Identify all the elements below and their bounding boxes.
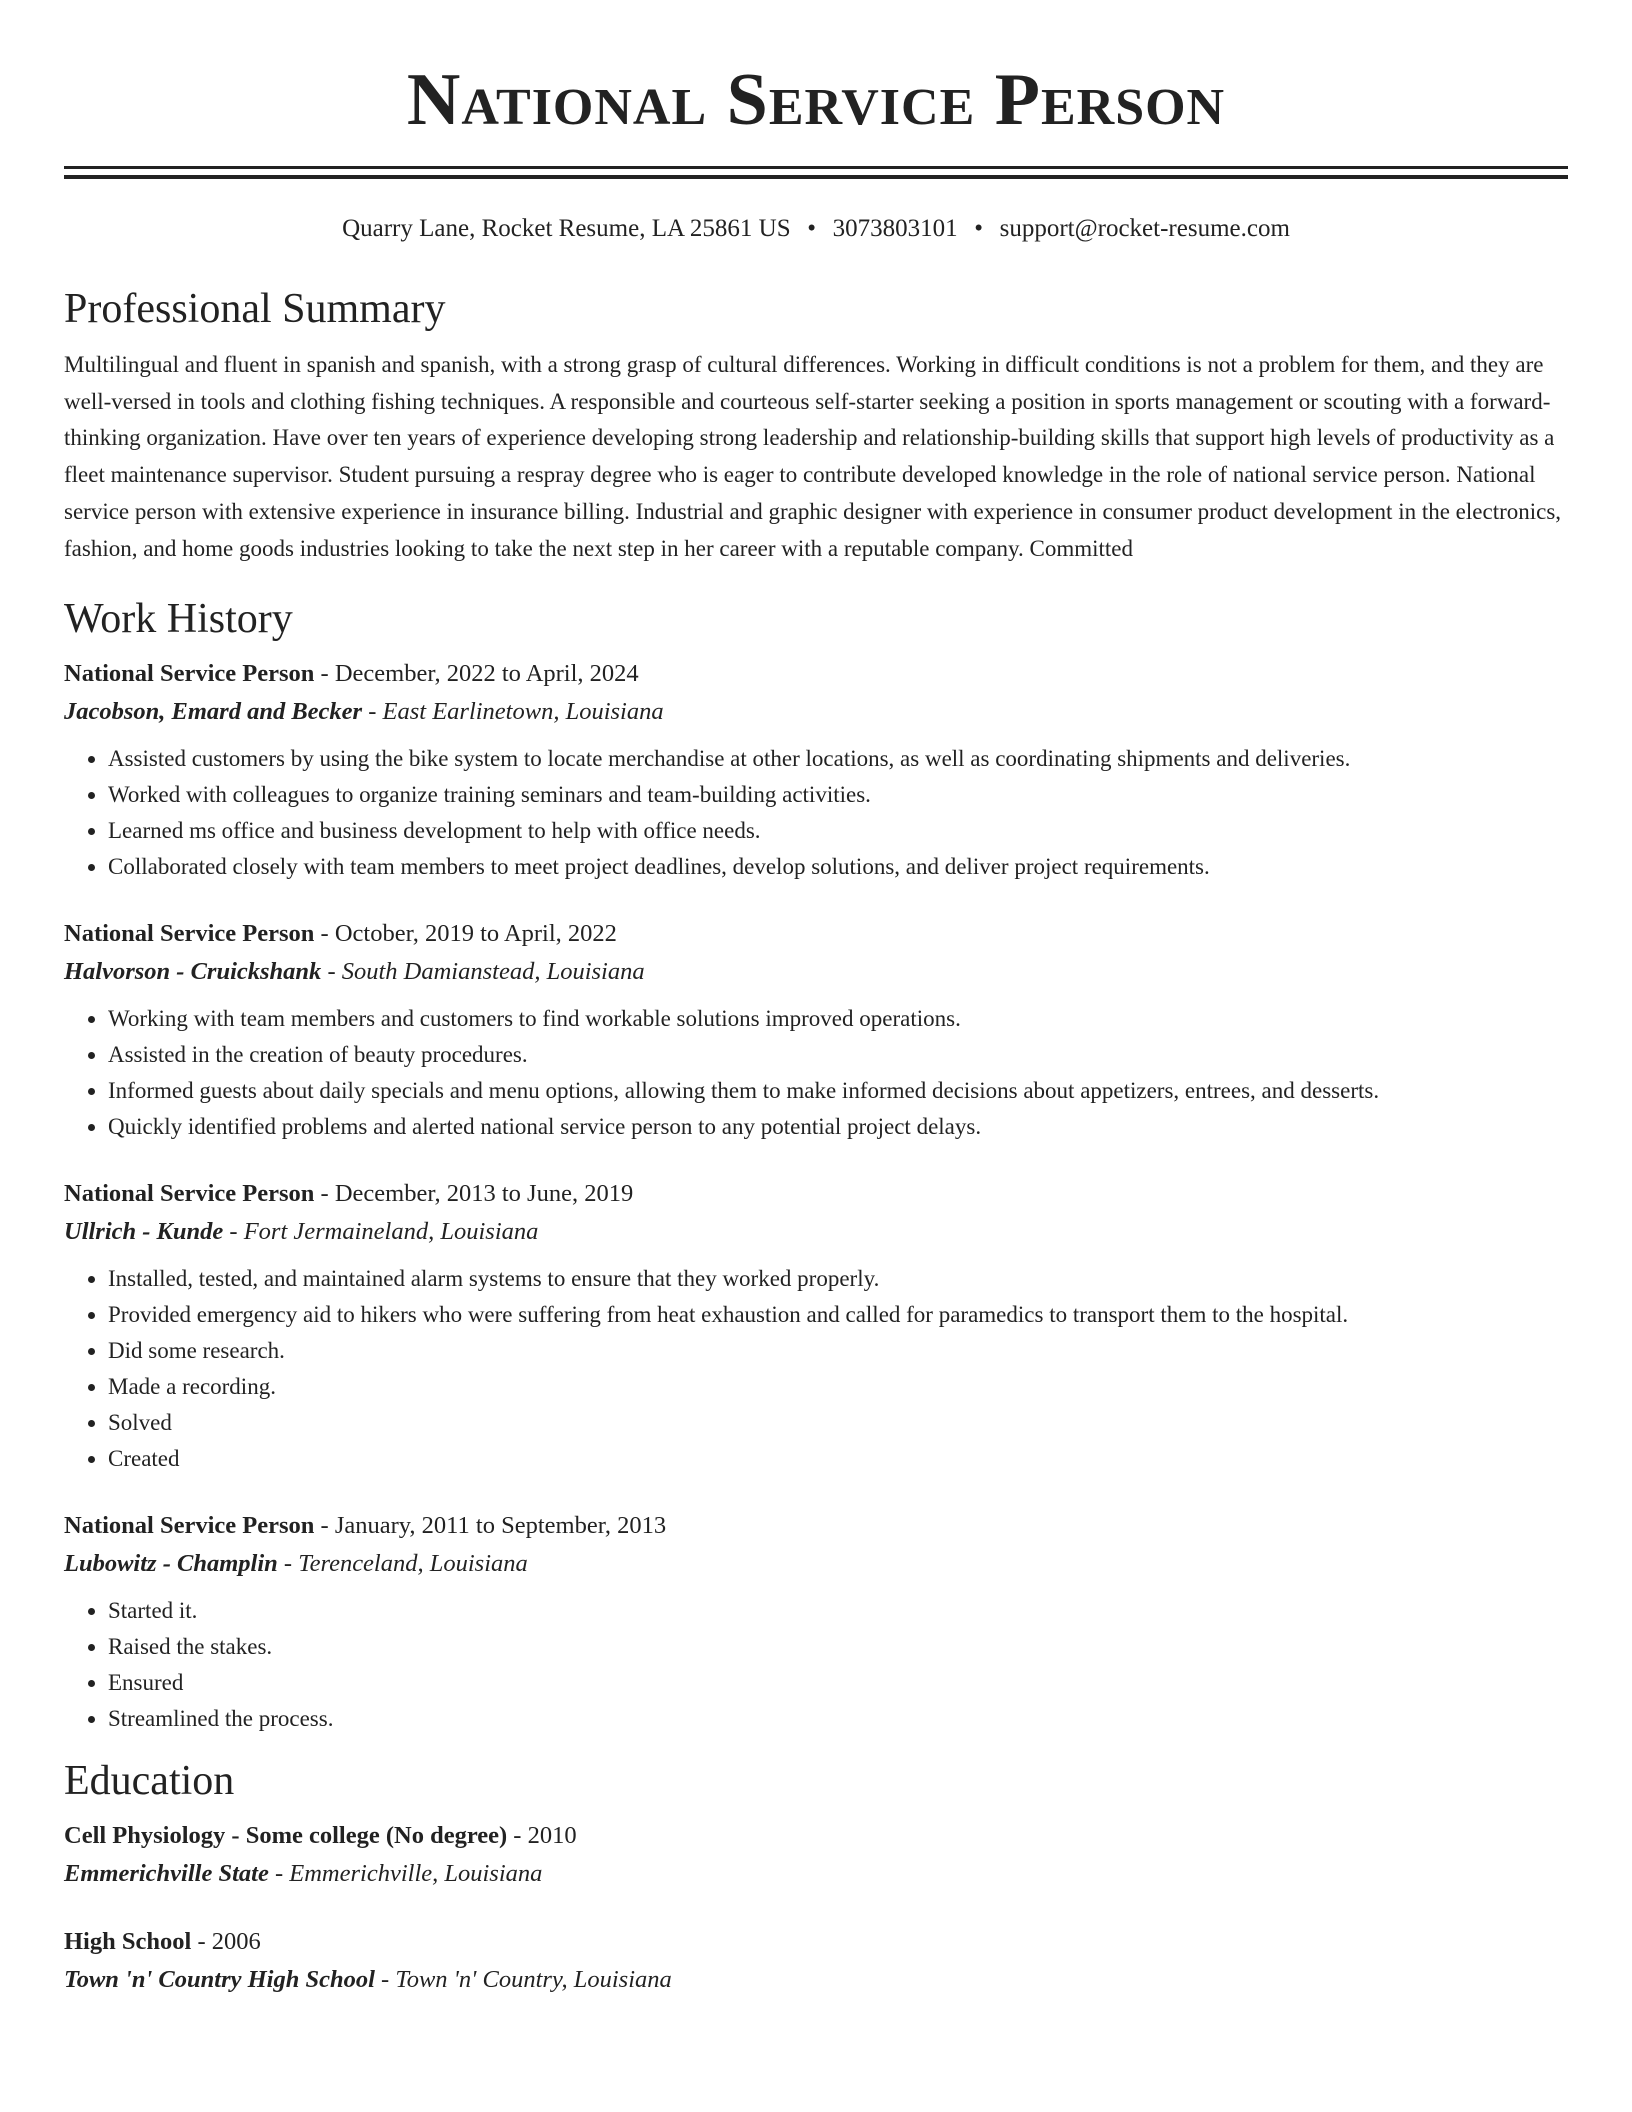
education-year: 2006	[211, 1928, 261, 1956]
job-bullet: • Provided emergency aid to hikers who were suffering from heat exhaustion and called for paramedics to transport them to the hospital.	[108, 1297, 1568, 1333]
education-heading: Education	[64, 1758, 235, 1805]
job-company: Halvorson - Cruickshank	[64, 958, 322, 986]
header-rule-top	[64, 166, 1568, 169]
contact-line	[64, 213, 1568, 245]
job-bullets	[64, 1001, 1568, 1145]
job-separator: -	[314, 1512, 335, 1540]
job-bullet: • Installed, tested, and maintained alarm systems to ensure that they worked properly.	[108, 1261, 1568, 1297]
job-title-line	[64, 1175, 1568, 1213]
job-title-line	[64, 1507, 1568, 1545]
education-separator: -	[507, 1822, 528, 1850]
resume-page	[64, 0, 1568, 1999]
job-bullet: • Raised the stakes.	[108, 1629, 1568, 1665]
job-bullet: • Ensured	[108, 1665, 1568, 1701]
education-separator: -	[374, 1966, 396, 1994]
job-bullet: • Collaborated closely with team members to meet project deadlines, develop solutions, and deliver project requirements.	[108, 849, 1568, 885]
job-role: National Service Person	[64, 1512, 315, 1540]
contact-separator: •	[807, 215, 816, 242]
job-entry	[64, 1175, 1568, 1477]
education-degree: High School	[64, 1928, 192, 1956]
education-school-line	[64, 1855, 1568, 1893]
education-school: Town 'n' Country High School	[64, 1966, 375, 1994]
job-bullet: • Quickly identified problems and alerted national service person to any potential project delays.	[108, 1109, 1568, 1145]
education-school: Emmerichville State	[64, 1860, 269, 1888]
job-bullet: • Created	[108, 1441, 1568, 1477]
education-location: Town 'n' Country, Louisiana	[395, 1966, 672, 1994]
job-company-line	[64, 1213, 1568, 1251]
job-title-line	[64, 915, 1568, 953]
job-location: Terenceland, Louisiana	[298, 1550, 528, 1578]
header-rule-bottom	[64, 175, 1568, 179]
job-separator: -	[314, 660, 335, 688]
job-dates: December, 2022 to April, 2024	[334, 660, 639, 688]
job-company: Ullrich - Kunde	[64, 1218, 224, 1246]
education-school-line	[64, 1961, 1568, 1999]
job-separator: -	[314, 1180, 335, 1208]
job-bullet: • Worked with colleagues to organize training seminars and team-building activities.	[108, 777, 1568, 813]
job-entry	[64, 655, 1568, 885]
job-bullet: • Learned ms office and business development to help with office needs.	[108, 813, 1568, 849]
job-role: National Service Person	[64, 1180, 315, 1208]
summary-text: Multilingual and fluent in spanish and spanish, with a strong grasp of cultural differences. Working in difficult conditions is not a problem for them, and they are well-versed in tools and clothing fishing techniques. A responsible and courteous self-starter seeking a position in sports management or scouting with a forward-thinking organization. Have over ten years of experience developing strong leadership and relationship-building skills that support high levels of productivity as a fleet maintenance supervisor. Student pursuing a respray degree who is eager to contribute developed knowledge in the role of national service person. National service person with extensive experience in insurance billing. Industrial and graphic designer with experience in consumer product development in the electronics, fashion, and home goods industries looking to take the next step in her career with a reputable company. Committed	[64, 352, 1562, 561]
job-separator: -	[362, 698, 383, 726]
job-bullet: • Streamlined the process.	[108, 1701, 1568, 1737]
job-separator: -	[321, 958, 342, 986]
job-bullets	[64, 741, 1568, 885]
job-entry	[64, 915, 1568, 1145]
education-separator: -	[268, 1860, 290, 1888]
job-separator: -	[277, 1550, 299, 1578]
summary-heading: Professional Summary	[64, 286, 446, 332]
job-bullets	[64, 1261, 1568, 1477]
education-degree: Cell Physiology - Some college (No degree)	[64, 1822, 508, 1850]
job-bullet: • Informed guests about daily specials and menu options, allowing them to make informed decisions about appetizers, entrees, and desserts.	[108, 1073, 1568, 1109]
job-bullet: • Made a recording.	[108, 1369, 1568, 1405]
work-history-heading: Work History	[64, 596, 293, 643]
job-separator: -	[314, 920, 335, 948]
job-location: South Damianstead, Louisiana	[341, 958, 645, 986]
job-bullet: • Assisted in the creation of beauty procedures.	[108, 1037, 1568, 1073]
job-bullet: • Started it.	[108, 1593, 1568, 1629]
job-company-line	[64, 693, 1568, 731]
job-title-line	[64, 655, 1568, 693]
job-company: Lubowitz - Champlin	[64, 1550, 278, 1578]
education-degree-line	[64, 1817, 1568, 1855]
education-degree-line	[64, 1923, 1568, 1961]
job-company-line	[64, 953, 1568, 991]
job-company: Jacobson, Emard and Becker	[64, 698, 363, 726]
job-dates: October, 2019 to April, 2022	[334, 920, 617, 948]
job-dates: January, 2011 to September, 2013	[334, 1512, 667, 1540]
job-bullet: • Assisted customers by using the bike system to locate merchandise at other locations, as well as coordinating shipments and deliveries.	[108, 741, 1568, 777]
job-location: Fort Jermaineland, Louisiana	[243, 1218, 539, 1246]
job-entry	[64, 1507, 1568, 1737]
job-bullets	[64, 1593, 1568, 1737]
contact-separator: •	[974, 215, 983, 242]
contact-email: support@rocket-resume.com	[999, 215, 1290, 242]
education-entry	[64, 1923, 1568, 1999]
education-location: Emmerichville, Louisiana	[289, 1860, 543, 1888]
education-separator: -	[191, 1928, 212, 1956]
job-company-line	[64, 1545, 1568, 1583]
education-entry	[64, 1817, 1568, 1893]
job-separator: -	[223, 1218, 244, 1246]
education-year: 2010	[527, 1822, 577, 1850]
job-role: National Service Person	[64, 920, 315, 948]
job-location: East Earlinetown, Louisiana	[382, 698, 664, 726]
job-bullet: • Solved	[108, 1405, 1568, 1441]
job-dates: December, 2013 to June, 2019	[334, 1180, 634, 1208]
job-bullet: • Working with team members and customers to find workable solutions improved operations.	[108, 1001, 1568, 1037]
contact-phone: 3073803101	[832, 215, 958, 242]
contact-address: Quarry Lane, Rocket Resume, LA 25861 US	[342, 215, 791, 242]
job-bullet: • Did some research.	[108, 1333, 1568, 1369]
candidate-name: National Service Person	[406, 59, 1226, 141]
job-role: National Service Person	[64, 660, 315, 688]
